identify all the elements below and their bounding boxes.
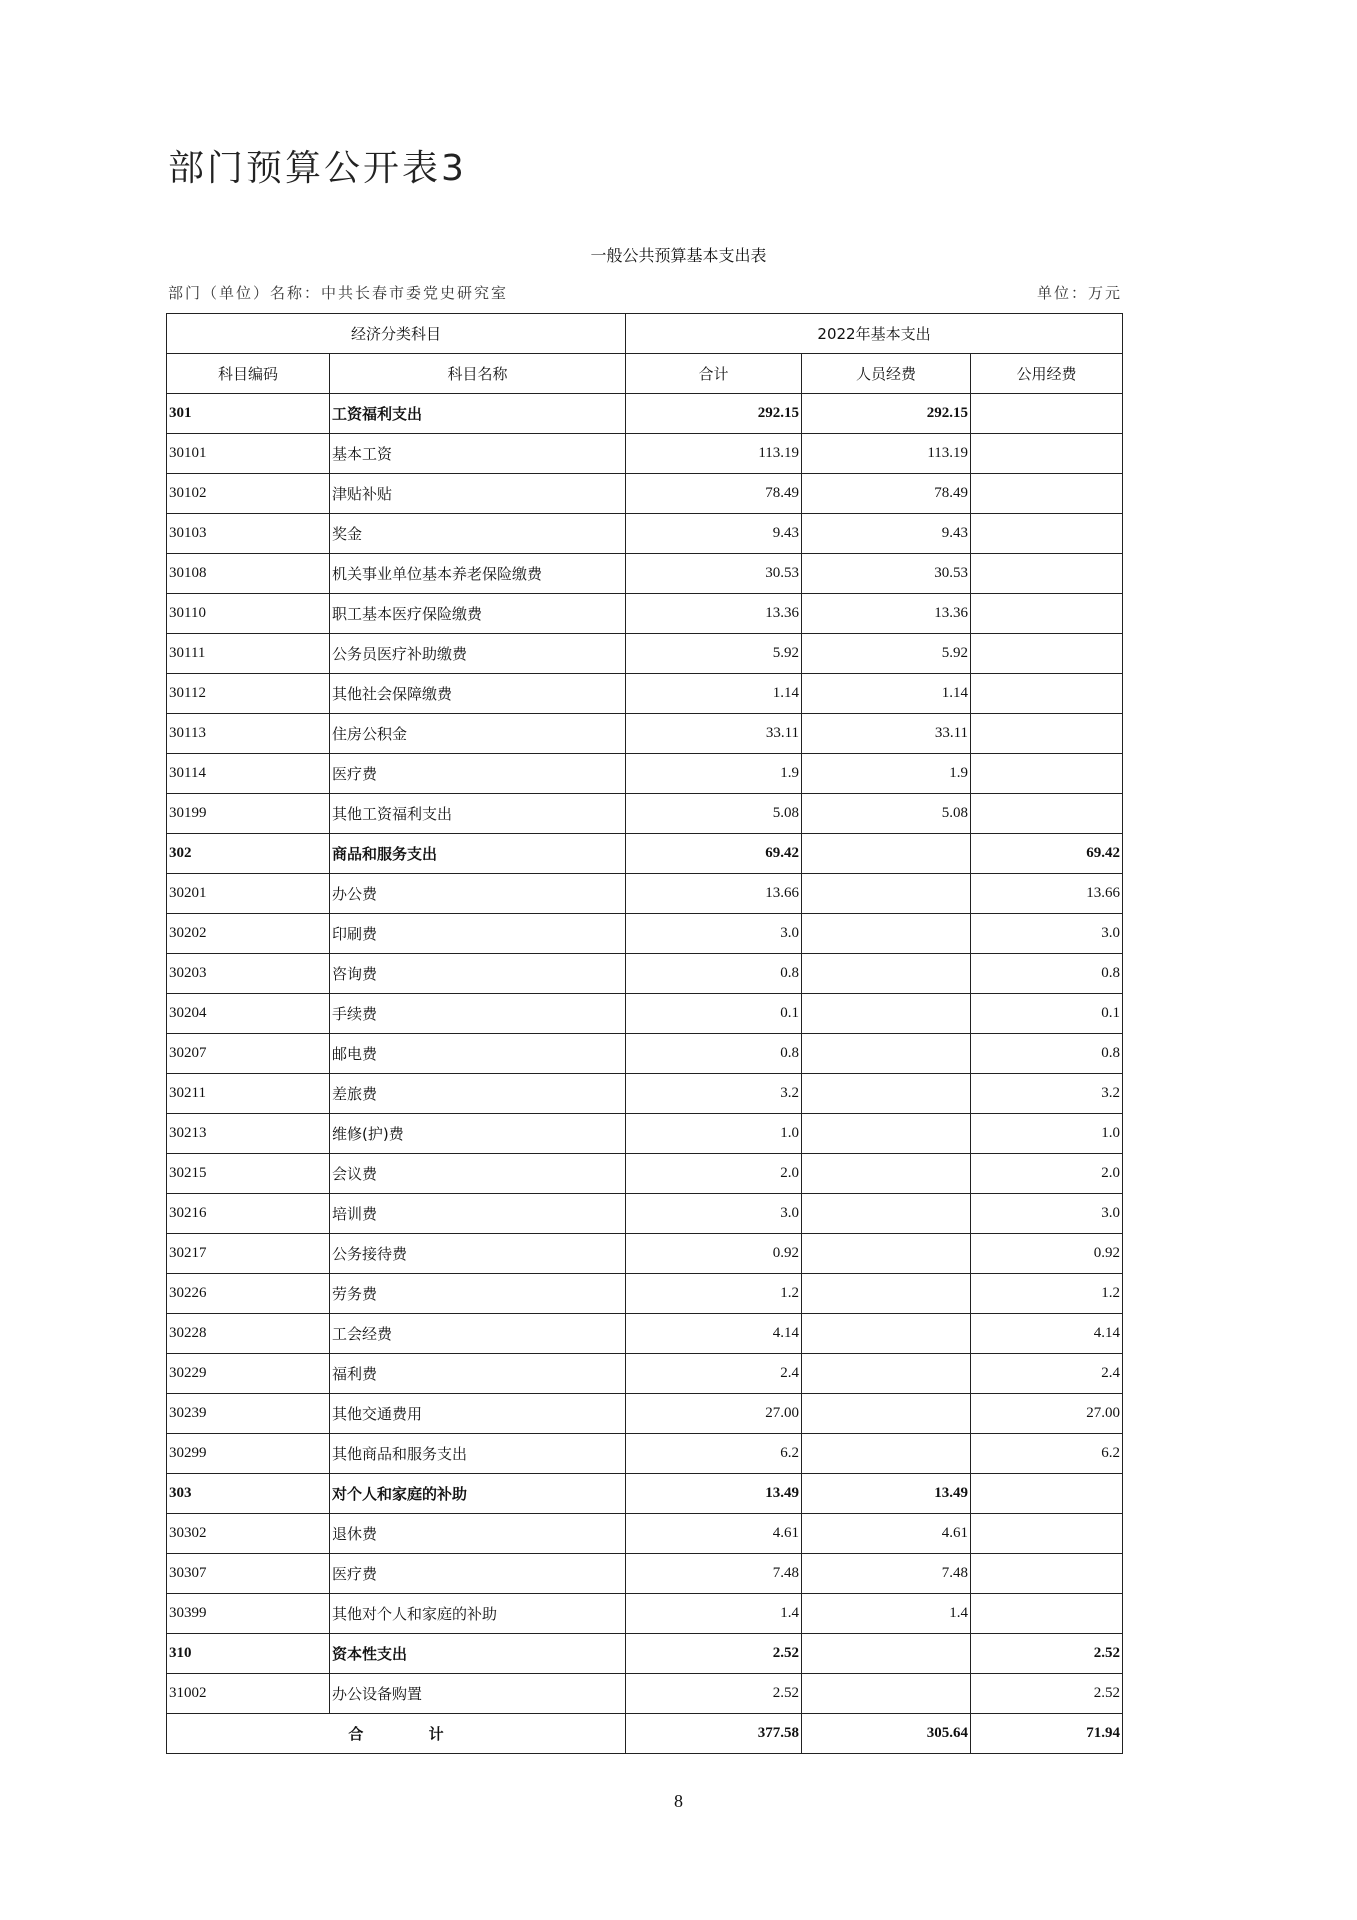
row-public xyxy=(971,714,1123,754)
row-public xyxy=(971,394,1123,434)
row-public: 6.2 xyxy=(971,1434,1123,1474)
row-total: 3.2 xyxy=(626,1074,802,1114)
row-name: 咨询费 xyxy=(330,954,626,994)
row-personnel: 4.61 xyxy=(802,1514,971,1554)
table-row xyxy=(167,754,1123,794)
row-public xyxy=(971,1594,1123,1634)
row-code: 30103 xyxy=(167,514,330,554)
table-title: 一般公共预算基本支出表 xyxy=(590,246,767,265)
row-code: 30114 xyxy=(167,754,330,794)
table-row xyxy=(167,1274,1123,1314)
row-name: 其他社会保障缴费 xyxy=(330,674,626,714)
row-total: 292.15 xyxy=(626,394,802,434)
row-total: 0.92 xyxy=(626,1234,802,1274)
table-row xyxy=(167,1674,1123,1714)
row-personnel: 33.11 xyxy=(802,714,971,754)
row-public xyxy=(971,1474,1123,1514)
header-group-row xyxy=(167,314,1123,354)
row-personnel: 9.43 xyxy=(802,514,971,554)
row-total: 2.52 xyxy=(626,1634,802,1674)
row-public xyxy=(971,514,1123,554)
row-total: 7.48 xyxy=(626,1554,802,1594)
row-name: 劳务费 xyxy=(330,1274,626,1314)
row-total: 13.49 xyxy=(626,1474,802,1514)
row-personnel xyxy=(802,1314,971,1354)
row-code: 303 xyxy=(167,1474,330,1514)
row-name: 公务员医疗补助缴费 xyxy=(330,634,626,674)
row-personnel: 7.48 xyxy=(802,1554,971,1594)
row-code: 30239 xyxy=(167,1394,330,1434)
row-public: 0.92 xyxy=(971,1234,1123,1274)
row-code: 30110 xyxy=(167,594,330,634)
row-total: 4.61 xyxy=(626,1514,802,1554)
table-body xyxy=(167,394,1123,1714)
row-public xyxy=(971,1514,1123,1554)
row-personnel xyxy=(802,1354,971,1394)
row-name: 培训费 xyxy=(330,1194,626,1234)
row-public: 69.42 xyxy=(971,834,1123,874)
row-personnel: 5.92 xyxy=(802,634,971,674)
row-code: 30217 xyxy=(167,1234,330,1274)
row-total: 1.14 xyxy=(626,674,802,714)
row-public: 0.1 xyxy=(971,994,1123,1034)
table-group-row xyxy=(167,1474,1123,1514)
table-row xyxy=(167,434,1123,474)
row-total: 1.2 xyxy=(626,1274,802,1314)
row-code: 30302 xyxy=(167,1514,330,1554)
row-code: 30215 xyxy=(167,1154,330,1194)
row-public: 3.0 xyxy=(971,1194,1123,1234)
row-code: 30307 xyxy=(167,1554,330,1594)
row-personnel xyxy=(802,874,971,914)
table-row xyxy=(167,994,1123,1034)
row-code: 31002 xyxy=(167,1674,330,1714)
table-row xyxy=(167,1434,1123,1474)
table-row xyxy=(167,874,1123,914)
column-header-public: 公用经费 xyxy=(971,354,1123,394)
row-public xyxy=(971,674,1123,714)
row-name: 工资福利支出 xyxy=(330,394,626,434)
row-code: 30228 xyxy=(167,1314,330,1354)
table-row xyxy=(167,1514,1123,1554)
table-row xyxy=(167,1594,1123,1634)
row-public: 27.00 xyxy=(971,1394,1123,1434)
row-personnel xyxy=(802,1634,971,1674)
row-personnel xyxy=(802,1194,971,1234)
row-name: 邮电费 xyxy=(330,1034,626,1074)
row-personnel xyxy=(802,994,971,1034)
row-total: 1.0 xyxy=(626,1114,802,1154)
row-name: 印刷费 xyxy=(330,914,626,954)
row-personnel: 13.36 xyxy=(802,594,971,634)
row-code: 30213 xyxy=(167,1114,330,1154)
row-total: 1.4 xyxy=(626,1594,802,1634)
row-total: 2.4 xyxy=(626,1354,802,1394)
row-name: 公务接待费 xyxy=(330,1234,626,1274)
row-name: 工会经费 xyxy=(330,1314,626,1354)
total-public: 71.94 xyxy=(971,1714,1123,1754)
row-code: 30111 xyxy=(167,634,330,674)
table-group-row xyxy=(167,394,1123,434)
row-name: 手续费 xyxy=(330,994,626,1034)
row-name: 其他工资福利支出 xyxy=(330,794,626,834)
row-personnel: 5.08 xyxy=(802,794,971,834)
row-personnel xyxy=(802,954,971,994)
row-public xyxy=(971,1554,1123,1594)
row-total: 27.00 xyxy=(626,1394,802,1434)
table-row xyxy=(167,914,1123,954)
row-total: 0.8 xyxy=(626,954,802,994)
table-row xyxy=(167,714,1123,754)
budget-table xyxy=(166,313,1123,1754)
department-name: 部门（单位）名称：中共长春市委党史研究室 xyxy=(168,284,509,302)
row-personnel: 13.49 xyxy=(802,1474,971,1514)
row-public xyxy=(971,634,1123,674)
row-code: 30399 xyxy=(167,1594,330,1634)
header-basic-expenditure: 2022年基本支出 xyxy=(626,314,1123,354)
row-name: 福利费 xyxy=(330,1354,626,1394)
row-total: 30.53 xyxy=(626,554,802,594)
row-personnel: 1.4 xyxy=(802,1594,971,1634)
row-total: 33.11 xyxy=(626,714,802,754)
row-total: 5.92 xyxy=(626,634,802,674)
row-total: 13.36 xyxy=(626,594,802,634)
row-public: 2.0 xyxy=(971,1154,1123,1194)
row-total: 2.52 xyxy=(626,1674,802,1714)
table-row xyxy=(167,1114,1123,1154)
row-code: 30101 xyxy=(167,434,330,474)
row-name: 机关事业单位基本养老保险缴费 xyxy=(330,554,626,594)
row-code: 30201 xyxy=(167,874,330,914)
row-personnel xyxy=(802,1434,971,1474)
total-row xyxy=(167,1714,1123,1754)
row-personnel: 1.9 xyxy=(802,754,971,794)
row-total: 2.0 xyxy=(626,1154,802,1194)
row-total: 0.8 xyxy=(626,1034,802,1074)
row-personnel: 292.15 xyxy=(802,394,971,434)
table-row xyxy=(167,1354,1123,1394)
row-public xyxy=(971,594,1123,634)
table-row xyxy=(167,1234,1123,1274)
row-total: 69.42 xyxy=(626,834,802,874)
column-header-name: 科目名称 xyxy=(330,354,626,394)
row-name: 对个人和家庭的补助 xyxy=(330,1474,626,1514)
row-name: 医疗费 xyxy=(330,754,626,794)
row-public: 1.0 xyxy=(971,1114,1123,1154)
row-public xyxy=(971,474,1123,514)
row-personnel: 1.14 xyxy=(802,674,971,714)
row-code: 30102 xyxy=(167,474,330,514)
row-personnel xyxy=(802,1034,971,1074)
row-personnel xyxy=(802,834,971,874)
row-total: 13.66 xyxy=(626,874,802,914)
row-name: 医疗费 xyxy=(330,1554,626,1594)
table-row xyxy=(167,554,1123,594)
row-public: 3.2 xyxy=(971,1074,1123,1114)
header-column-row xyxy=(167,354,1123,394)
total-label: 合 计 xyxy=(167,1714,626,1754)
row-name: 办公设备购置 xyxy=(330,1674,626,1714)
row-personnel: 113.19 xyxy=(802,434,971,474)
table-group-row xyxy=(167,834,1123,874)
row-public: 3.0 xyxy=(971,914,1123,954)
row-personnel: 30.53 xyxy=(802,554,971,594)
row-code: 30204 xyxy=(167,994,330,1034)
row-total: 6.2 xyxy=(626,1434,802,1474)
row-public: 2.52 xyxy=(971,1634,1123,1674)
column-header-personnel: 人员经费 xyxy=(802,354,971,394)
row-total: 78.49 xyxy=(626,474,802,514)
table-row xyxy=(167,594,1123,634)
row-public xyxy=(971,554,1123,594)
row-public xyxy=(971,754,1123,794)
row-name: 其他对个人和家庭的补助 xyxy=(330,1594,626,1634)
row-name: 职工基本医疗保险缴费 xyxy=(330,594,626,634)
page-heading: 部门预算公开表3 xyxy=(168,148,467,189)
row-total: 9.43 xyxy=(626,514,802,554)
row-public: 13.66 xyxy=(971,874,1123,914)
row-public: 2.52 xyxy=(971,1674,1123,1714)
row-name: 津贴补贴 xyxy=(330,474,626,514)
row-name: 基本工资 xyxy=(330,434,626,474)
row-code: 30113 xyxy=(167,714,330,754)
total-personnel: 305.64 xyxy=(802,1714,971,1754)
row-personnel xyxy=(802,1674,971,1714)
table-row xyxy=(167,1154,1123,1194)
row-public xyxy=(971,794,1123,834)
row-name: 维修(护)费 xyxy=(330,1114,626,1154)
table-group-row xyxy=(167,1634,1123,1674)
row-code: 30299 xyxy=(167,1434,330,1474)
table-row xyxy=(167,794,1123,834)
row-code: 30216 xyxy=(167,1194,330,1234)
row-personnel xyxy=(802,1234,971,1274)
column-header-total: 合计 xyxy=(626,354,802,394)
table-row xyxy=(167,1034,1123,1074)
table-row xyxy=(167,954,1123,994)
row-public: 4.14 xyxy=(971,1314,1123,1354)
row-personnel: 78.49 xyxy=(802,474,971,514)
row-public: 0.8 xyxy=(971,954,1123,994)
column-header-code: 科目编码 xyxy=(167,354,330,394)
row-public xyxy=(971,434,1123,474)
row-name: 其他商品和服务支出 xyxy=(330,1434,626,1474)
row-name: 住房公积金 xyxy=(330,714,626,754)
row-code: 30226 xyxy=(167,1274,330,1314)
total-sum: 377.58 xyxy=(626,1714,802,1754)
row-name: 办公费 xyxy=(330,874,626,914)
row-public: 2.4 xyxy=(971,1354,1123,1394)
row-personnel xyxy=(802,1114,971,1154)
row-name: 退休费 xyxy=(330,1514,626,1554)
table-row xyxy=(167,474,1123,514)
row-total: 3.0 xyxy=(626,914,802,954)
row-total: 3.0 xyxy=(626,1194,802,1234)
table-row xyxy=(167,1394,1123,1434)
row-name: 资本性支出 xyxy=(330,1634,626,1674)
row-name: 差旅费 xyxy=(330,1074,626,1114)
row-code: 30112 xyxy=(167,674,330,714)
row-total: 5.08 xyxy=(626,794,802,834)
header-economic-category: 经济分类科目 xyxy=(167,314,626,354)
row-total: 0.1 xyxy=(626,994,802,1034)
row-code: 30203 xyxy=(167,954,330,994)
row-personnel xyxy=(802,914,971,954)
table-row xyxy=(167,1074,1123,1114)
table-row xyxy=(167,1554,1123,1594)
row-code: 30108 xyxy=(167,554,330,594)
row-name: 其他交通费用 xyxy=(330,1394,626,1434)
row-personnel xyxy=(802,1074,971,1114)
row-code: 30211 xyxy=(167,1074,330,1114)
row-code: 30199 xyxy=(167,794,330,834)
row-personnel xyxy=(802,1274,971,1314)
row-total: 1.9 xyxy=(626,754,802,794)
page-number: 8 xyxy=(674,1791,683,1811)
row-code: 30202 xyxy=(167,914,330,954)
table-row xyxy=(167,1314,1123,1354)
row-public: 1.2 xyxy=(971,1274,1123,1314)
table-row xyxy=(167,634,1123,674)
row-code: 30207 xyxy=(167,1034,330,1074)
row-total: 113.19 xyxy=(626,434,802,474)
table-row xyxy=(167,1194,1123,1234)
row-personnel xyxy=(802,1394,971,1434)
row-code: 302 xyxy=(167,834,330,874)
row-public: 0.8 xyxy=(971,1034,1123,1074)
table-row xyxy=(167,514,1123,554)
row-code: 310 xyxy=(167,1634,330,1674)
table-row xyxy=(167,674,1123,714)
row-total: 4.14 xyxy=(626,1314,802,1354)
row-name: 商品和服务支出 xyxy=(330,834,626,874)
row-personnel xyxy=(802,1154,971,1194)
row-code: 301 xyxy=(167,394,330,434)
row-code: 30229 xyxy=(167,1354,330,1394)
unit-label: 单位：万元 xyxy=(1036,284,1122,302)
row-name: 会议费 xyxy=(330,1154,626,1194)
row-name: 奖金 xyxy=(330,514,626,554)
